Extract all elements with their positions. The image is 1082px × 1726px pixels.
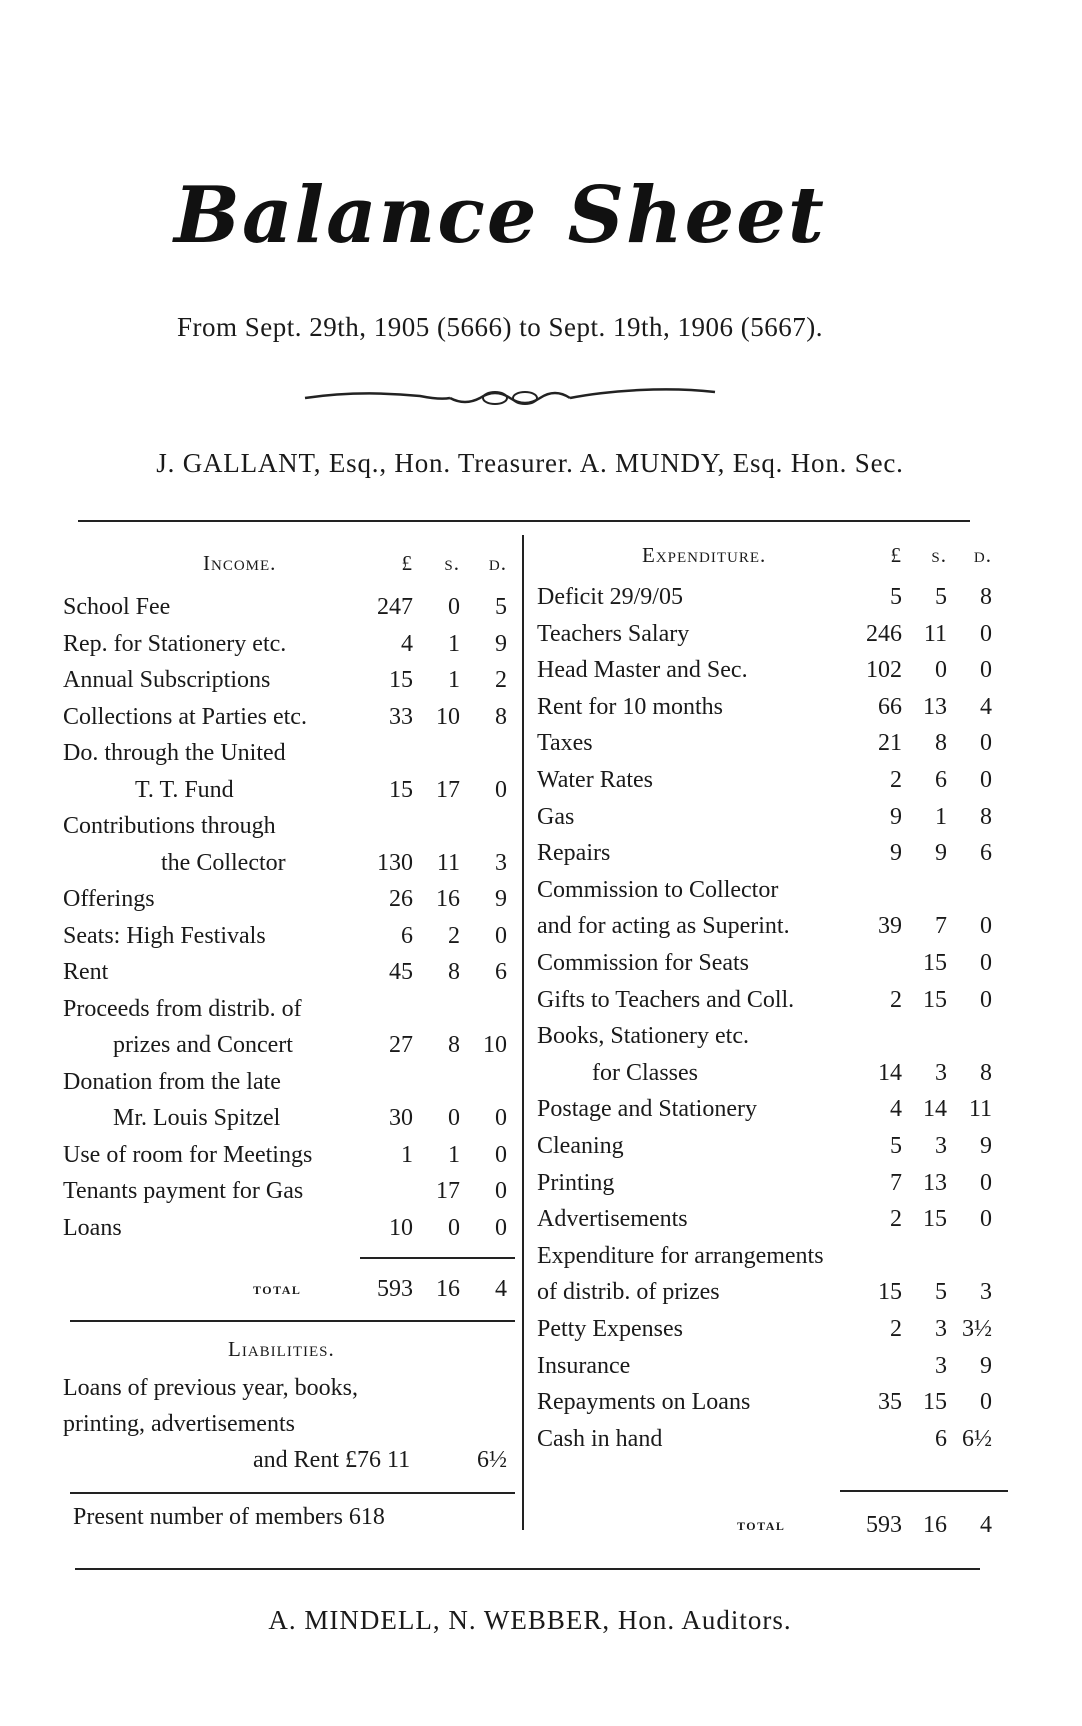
ledger-label: Teachers Salary [537,620,690,647]
pounds-value: 2 [890,767,902,793]
pounds-value: 6 [401,922,413,949]
ledger-row [537,1056,1017,1090]
ledger-row [63,663,507,697]
ledger-row [63,919,507,953]
pounds-value: 21 [878,730,902,757]
ledger-label: the Collector [161,849,286,876]
pence-value: 5 [495,594,507,620]
ledger-label: for Classes [592,1059,698,1086]
ledger-label: Printing [537,1169,615,1196]
shillings-value: 1 [448,667,460,693]
shillings-value: 2 [448,922,460,949]
ornament-divider-icon [300,378,720,414]
expenditure-total-rule [840,1490,1008,1492]
shillings-value: 1 [448,630,460,657]
ledger-row [63,1028,507,1062]
expenditure-heading: Expenditure. [642,543,767,567]
pence-value: 9 [495,886,507,912]
top-rule [78,520,970,522]
ledger-label: Gifts to Teachers and Coll. [537,986,795,1013]
shillings-value: 15 [923,1389,947,1416]
ledger-row [537,909,1017,943]
ledger-label: Use of room for Meetings [63,1141,313,1168]
pounds-value: 15 [389,667,413,693]
pounds-value: 5 [890,584,902,610]
ledger-label: Rep. for Stationery etc. [63,630,287,657]
page-title: Balance Sheet [174,170,826,261]
income-total-rule [360,1257,515,1259]
pence-value: 0 [980,657,992,684]
ledger-label: Commission for Seats [537,950,750,976]
liabilities-header [63,1332,503,1366]
ledger-label: Collections at Parties etc. [63,703,307,730]
pence-value: 8 [980,803,992,830]
pence-value: 0 [495,1178,507,1204]
ledger-label: T. T. Fund [135,776,234,803]
ledger-row [63,700,507,734]
pence-value: 0 [980,730,992,757]
pounds-value: 130 [377,849,413,876]
ledger-row [537,1092,1017,1126]
ledger-label: Rent for 10 months [537,693,723,720]
shillings-value: 3 [935,1352,947,1379]
shillings-value: 0 [448,594,460,620]
pounds-value: 247 [377,594,413,620]
expenditure-total-l: 593 [866,1512,902,1538]
liabilities-line [63,1443,507,1477]
ledger-row [537,800,1017,834]
liabilities-heading: Liabilities. [228,1337,335,1361]
pounds-value: 26 [389,886,413,912]
pounds-value: 35 [878,1389,902,1416]
pence-value: 0 [980,913,992,940]
pounds-value: 2 [890,1316,902,1342]
income-heading: Income. [203,551,277,575]
shillings-value: 6 [935,767,947,793]
ledger-label: Contributions through [63,813,276,839]
pence-value: 9 [495,630,507,657]
shillings-value: 0 [448,1105,460,1131]
ledger-row [63,1101,507,1135]
shillings-value: 11 [923,620,947,647]
liabilities-line [63,1407,503,1441]
income-total-d: 4 [495,1276,507,1302]
shillings-value: 5 [935,584,947,610]
ledger-row [63,955,507,989]
shillings-col-header: s. [444,551,460,575]
pence-value: 0 [980,950,992,976]
pence-value: 0 [495,776,507,803]
shillings-value: 8 [935,730,947,757]
ledger-label: Deficit 29/9/05 [537,584,683,610]
ledger-label: Rent [63,959,109,985]
ledger-row [63,736,503,770]
members-rule [70,1492,515,1494]
ledger-row [537,1422,1017,1456]
pounds-value: 39 [878,913,902,940]
liabilities-pence: 6½ [477,1447,507,1473]
ledger-label: Tenants payment for Gas [63,1178,304,1204]
pounds-value: 5 [890,1133,902,1159]
income-total-l: 593 [377,1276,413,1302]
ledger-label: Advertisements [537,1206,688,1233]
ledger-row [537,1312,1017,1346]
shillings-value: 15 [923,1206,947,1233]
ledger-row [537,1129,1017,1163]
bottom-rule [75,1568,980,1570]
shillings-value: 15 [923,986,947,1013]
ledger-label: Expenditure for arrangements [537,1242,824,1269]
ledger-row [537,1019,1017,1053]
members-row [63,1500,503,1534]
ledger-row [537,983,1017,1017]
pence-value: 0 [980,767,992,793]
pence-value: 0 [495,1214,507,1241]
pounds-value: 9 [890,840,902,867]
shillings-value: 13 [923,1169,947,1196]
pence-value: 9 [980,1352,992,1379]
ledger-row [537,763,1017,797]
column-divider [522,535,524,1530]
ledger-row [63,1211,507,1245]
pence-value: 0 [495,1105,507,1131]
pence-value: 3 [495,849,507,876]
ledger-label: Offerings [63,886,155,912]
ledger-label: Proceeds from distrib. of [63,995,302,1022]
pence-value: 11 [968,1096,992,1123]
pence-value: 0 [495,922,507,949]
pounds-value: 4 [890,1096,902,1123]
ledger-label: prizes and Concert [113,1032,293,1058]
ledger-label: Seats: High Festivals [63,922,266,949]
ledger-row [537,653,1017,687]
pence-value: 6½ [962,1425,992,1452]
liabilities-line [63,1371,503,1405]
pence-value: 0 [980,1169,992,1196]
pence-col-header: d. [973,543,992,567]
ledger-label: Gas [537,803,575,830]
ledger-row [63,773,507,807]
shillings-col-header: s. [931,543,947,567]
pence-value: 2 [495,667,507,693]
ledger-label: Commission to Collector [537,876,779,903]
pence-value: 4 [980,693,992,720]
income-total-s: 16 [436,1276,460,1302]
pence-value: 0 [980,620,992,647]
ledger-row [63,846,507,880]
ledger-label: School Fee [63,594,171,620]
ledger-row [537,1239,1017,1273]
ledger-label: Postage and Stationery [537,1096,757,1123]
ledger-row [63,882,507,916]
pence-value: 3½ [962,1316,992,1342]
shillings-value: 16 [436,886,460,912]
ledger-row [537,690,1017,724]
pounds-value: 9 [890,803,902,830]
shillings-value: 17 [436,776,460,803]
shillings-value: 3 [935,1059,947,1086]
ledger-row [537,1202,1017,1236]
ledger-label: Books, Stationery etc. [537,1023,749,1050]
pounds-value: 102 [866,657,902,684]
pounds-value: 10 [389,1214,413,1241]
shillings-value: 11 [436,849,460,876]
pence-value: 0 [980,986,992,1013]
ledger-row [537,580,1017,614]
ledger-row [537,617,1017,651]
pounds-value: 45 [389,959,413,985]
pence-value: 0 [980,1389,992,1416]
shillings-value: 1 [448,1141,460,1168]
shillings-value: 7 [935,913,947,940]
ledger-row [537,873,1017,907]
shillings-value: 13 [923,693,947,720]
liabilities-amount: and Rent £76 11 [253,1447,411,1473]
pounds-value: 15 [389,776,413,803]
ledger-label: and for acting as Superint. [537,913,790,940]
ledger-row [537,1275,1017,1309]
ledger-row [537,1385,1017,1419]
pence-value: 10 [483,1032,507,1058]
expenditure-total-row [537,1508,1017,1542]
auditors-line: A. MINDELL, N. WEBBER, Hon. Auditors. [268,1605,792,1635]
income-header [63,546,507,580]
ledger-label: Water Rates [537,767,654,793]
liabilities-text: Loans of previous year, books, [63,1375,358,1401]
ledger-row [537,1166,1017,1200]
liabilities-rule [70,1320,515,1322]
pounds-value: 7 [890,1169,902,1196]
pence-value: 8 [980,1059,992,1086]
ledger-row [63,627,507,661]
ledger-label: Cash in hand [537,1425,663,1452]
income-total-row [63,1272,507,1306]
ledger-label: Annual Subscriptions [63,667,271,693]
pounds-value: 27 [389,1032,413,1058]
pounds-value: 66 [878,693,902,720]
ledger-row [537,836,1017,870]
ledger-row [63,590,507,624]
expenditure-total-s: 16 [923,1512,947,1538]
shillings-value: 6 [935,1425,947,1452]
pounds-col-header: £ [890,543,902,567]
pence-value: 0 [495,1141,507,1168]
ledger-label: Repayments on Loans [537,1389,751,1416]
ledger-label: Loans [63,1214,122,1241]
pence-value: 0 [980,1206,992,1233]
shillings-value: 15 [923,950,947,976]
pounds-value: 2 [890,1206,902,1233]
ledger-row [537,1349,1017,1383]
pounds-value: 15 [878,1279,902,1306]
ledger-label: Repairs [537,840,611,867]
pounds-value: 246 [866,620,902,647]
expenditure-total-label: total [737,1515,786,1534]
ledger-label: Cleaning [537,1133,624,1159]
shillings-value: 5 [935,1279,947,1306]
ledger-label: Insurance [537,1352,631,1379]
pence-value: 8 [495,703,507,730]
shillings-value: 3 [935,1133,947,1159]
shillings-value: 14 [923,1096,947,1123]
expenditure-header [537,538,1017,572]
ledger-row [63,1138,507,1172]
shillings-value: 0 [935,657,947,684]
shillings-value: 8 [448,1032,460,1058]
pounds-value: 33 [389,703,413,730]
shillings-value: 3 [935,1316,947,1342]
shillings-value: 1 [935,803,947,830]
pence-value: 9 [980,1133,992,1159]
date-range: From Sept. 29th, 1905 (5666) to Sept. 19th, 1906 (5667). [177,312,823,342]
pounds-value: 30 [389,1105,413,1131]
members-count: Present number of members 618 [73,1504,385,1530]
pence-col-header: d. [488,551,507,575]
pounds-value: 4 [401,630,413,657]
ledger-row [63,809,503,843]
shillings-value: 8 [448,959,460,985]
pounds-value: 14 [878,1059,902,1086]
pounds-value: 1 [401,1141,413,1168]
pounds-value: 2 [890,986,902,1013]
pence-value: 6 [980,840,992,867]
ledger-label: Head Master and Sec. [537,657,748,684]
ledger-label: Do. through the United [63,740,286,766]
income-total-label: total [253,1279,302,1298]
liabilities-text: printing, advertisements [63,1411,295,1437]
pence-value: 3 [980,1279,992,1306]
ledger-row [63,1174,507,1208]
shillings-value: 10 [436,703,460,730]
expenditure-total-d: 4 [980,1512,992,1538]
officers-line: J. GALLANT, Esq., Hon. Treasurer. A. MUNDY, Esq. Hon. Sec. [156,448,904,478]
ledger-row [63,992,503,1026]
ledger-label: of distrib. of prizes [537,1279,720,1306]
pence-value: 6 [495,959,507,985]
ledger-label: Taxes [537,730,593,757]
ledger-row [537,946,1017,980]
ledger-label: Donation from the late [63,1068,281,1095]
pence-value: 8 [980,584,992,610]
shillings-value: 9 [935,840,947,867]
ledger-label: Mr. Louis Spitzel [113,1105,281,1131]
ledger-row [537,726,1017,760]
pounds-col-header: £ [401,551,413,575]
ledger-label: Petty Expenses [537,1316,683,1342]
shillings-value: 17 [436,1178,460,1204]
shillings-value: 0 [448,1214,460,1241]
ledger-row [63,1065,503,1099]
